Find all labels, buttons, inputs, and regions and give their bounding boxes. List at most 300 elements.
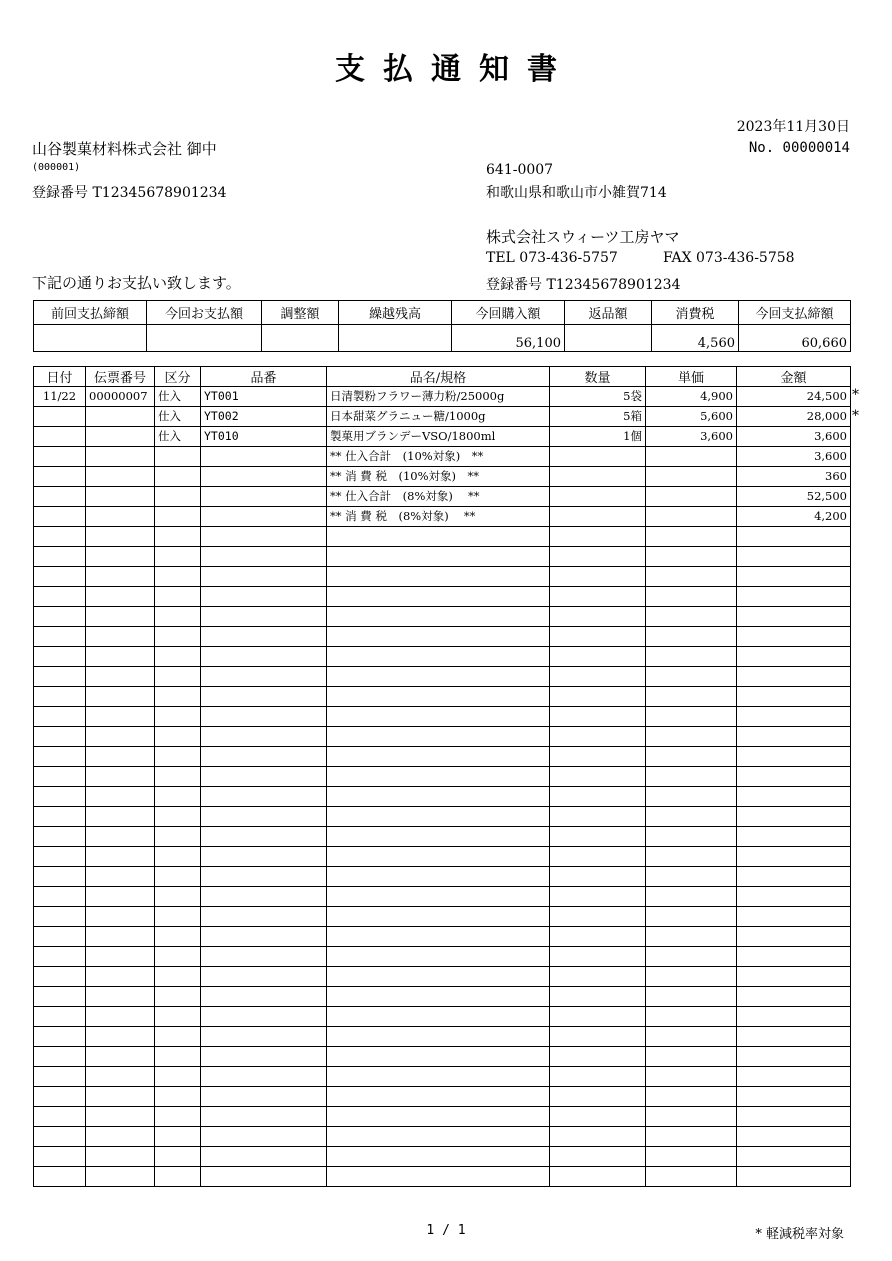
cell-slip xyxy=(86,927,155,947)
table-row-empty xyxy=(34,867,851,887)
cell-slip xyxy=(86,887,155,907)
cell-type xyxy=(155,787,201,807)
cell-code xyxy=(201,947,327,967)
cell-code xyxy=(201,1147,327,1167)
cell-date xyxy=(34,467,86,487)
cell-date xyxy=(34,667,86,687)
cell-price: 5,600 xyxy=(646,407,737,427)
reduced-tax-mark: * xyxy=(852,387,859,403)
cell-amount xyxy=(737,687,851,707)
cell-code xyxy=(201,587,327,607)
cell-price xyxy=(646,867,737,887)
cell-amount xyxy=(737,1067,851,1087)
cell-qty xyxy=(550,1107,646,1127)
summary-header: 消費税 xyxy=(652,301,739,325)
table-row-empty xyxy=(34,527,851,547)
cell-date: 11/22 xyxy=(34,387,86,407)
cell-date xyxy=(34,847,86,867)
cell-amount: 3,600 xyxy=(737,447,851,467)
cell-slip xyxy=(86,647,155,667)
cell-name xyxy=(327,587,550,607)
cell-price xyxy=(646,1027,737,1047)
cell-name xyxy=(327,1007,550,1027)
sender-address: 和歌山県和歌山市小雑賀714 xyxy=(486,185,667,201)
cell-slip xyxy=(86,1167,155,1187)
detail-header-row xyxy=(34,367,851,387)
cell-slip xyxy=(86,807,155,827)
cell-qty xyxy=(550,727,646,747)
cell-price xyxy=(646,1107,737,1127)
cell-date xyxy=(34,427,86,447)
cell-name xyxy=(327,1047,550,1067)
detail-table xyxy=(33,366,851,1187)
cell-type xyxy=(155,827,201,847)
recipient-code: (000001) xyxy=(32,162,81,173)
cell-type xyxy=(155,527,201,547)
cell-qty xyxy=(550,867,646,887)
cell-price xyxy=(646,767,737,787)
summary-value: 4,560 xyxy=(652,325,739,352)
cell-type xyxy=(155,987,201,1007)
cell-name xyxy=(327,1147,550,1167)
cell-code: YT010 xyxy=(201,427,327,447)
cell-slip xyxy=(86,767,155,787)
summary-header: 前回支払締額 xyxy=(34,301,147,325)
cell-slip xyxy=(86,967,155,987)
cell-name xyxy=(327,667,550,687)
summary-header: 調整額 xyxy=(262,301,339,325)
cell-qty xyxy=(550,787,646,807)
cell-code xyxy=(201,667,327,687)
table-row-empty xyxy=(34,947,851,967)
cell-qty xyxy=(550,647,646,667)
cell-date xyxy=(34,927,86,947)
cell-name xyxy=(327,707,550,727)
detail-header: 区分 xyxy=(155,367,201,387)
cell-date xyxy=(34,627,86,647)
table-row-empty xyxy=(34,1167,851,1187)
cell-type xyxy=(155,487,201,507)
cell-slip xyxy=(86,587,155,607)
cell-slip xyxy=(86,527,155,547)
cell-name: 製菓用ブランデーVSO/1800ml xyxy=(327,427,550,447)
cell-type xyxy=(155,967,201,987)
cell-amount xyxy=(737,1167,851,1187)
cell-price xyxy=(646,1127,737,1147)
cell-amount xyxy=(737,1107,851,1127)
cell-price xyxy=(646,847,737,867)
cell-code xyxy=(201,547,327,567)
cell-name xyxy=(327,627,550,647)
cell-type xyxy=(155,907,201,927)
cell-date xyxy=(34,807,86,827)
summary-value xyxy=(339,325,452,352)
cell-date xyxy=(34,527,86,547)
cell-name: ** 仕入合計 (8%対象) ** xyxy=(327,487,550,507)
cell-amount xyxy=(737,1027,851,1047)
cell-type xyxy=(155,507,201,527)
cell-price xyxy=(646,747,737,767)
table-row-empty xyxy=(34,747,851,767)
summary-header: 今回購入額 xyxy=(452,301,565,325)
cell-code xyxy=(201,727,327,747)
cell-slip xyxy=(86,1087,155,1107)
cell-price xyxy=(646,807,737,827)
summary-value: 56,100 xyxy=(452,325,565,352)
cell-slip xyxy=(86,727,155,747)
cell-date xyxy=(34,547,86,567)
cell-qty xyxy=(550,767,646,787)
cell-name xyxy=(327,567,550,587)
sender-postal: 641-0007 xyxy=(486,162,554,178)
cell-price xyxy=(646,1047,737,1067)
cell-type xyxy=(155,867,201,887)
cell-type xyxy=(155,667,201,687)
cell-name xyxy=(327,727,550,747)
cell-qty xyxy=(550,947,646,967)
cell-qty: 5箱 xyxy=(550,407,646,427)
reduced-tax-mark: * xyxy=(852,407,859,424)
cell-slip xyxy=(86,787,155,807)
recipient-registration: 登録番号 T12345678901234 xyxy=(32,185,227,201)
cell-price xyxy=(646,967,737,987)
cell-name xyxy=(327,687,550,707)
summary-header-row xyxy=(34,301,851,325)
cell-name xyxy=(327,767,550,787)
cell-qty xyxy=(550,747,646,767)
cell-code xyxy=(201,1047,327,1067)
cell-slip xyxy=(86,907,155,927)
cell-type xyxy=(155,567,201,587)
page-indicator: 1 / 1 xyxy=(426,1223,466,1238)
cell-qty xyxy=(550,807,646,827)
cell-date xyxy=(34,1127,86,1147)
cell-type xyxy=(155,747,201,767)
cell-name xyxy=(327,927,550,947)
cell-code: YT002 xyxy=(201,407,327,427)
cell-slip xyxy=(86,847,155,867)
cell-qty xyxy=(550,587,646,607)
table-row-empty xyxy=(34,1027,851,1047)
table-row-empty xyxy=(34,1147,851,1167)
payment-message: 下記の通りお支払い致します。 xyxy=(32,274,241,292)
cell-amount xyxy=(737,567,851,587)
cell-slip xyxy=(86,427,155,447)
cell-name: 日清製粉フラワー薄力粉/25000g xyxy=(327,387,550,407)
table-row-empty xyxy=(34,847,851,867)
cell-price xyxy=(646,827,737,847)
cell-date xyxy=(34,787,86,807)
cell-code xyxy=(201,447,327,467)
cell-price xyxy=(646,487,737,507)
summary-header: 今回お支払額 xyxy=(147,301,262,325)
cell-code xyxy=(201,1167,327,1187)
cell-amount xyxy=(737,547,851,567)
cell-slip: 00000007 xyxy=(86,387,155,407)
cell-type xyxy=(155,947,201,967)
cell-date xyxy=(34,1167,86,1187)
cell-code xyxy=(201,927,327,947)
cell-code xyxy=(201,567,327,587)
cell-date xyxy=(34,1087,86,1107)
cell-qty xyxy=(550,1127,646,1147)
cell-code xyxy=(201,827,327,847)
cell-amount xyxy=(737,1007,851,1027)
cell-amount xyxy=(737,787,851,807)
cell-amount xyxy=(737,927,851,947)
cell-amount xyxy=(737,727,851,747)
cell-date xyxy=(34,1147,86,1167)
cell-amount: 3,600 xyxy=(737,427,851,447)
cell-name xyxy=(327,967,550,987)
cell-code xyxy=(201,907,327,927)
cell-type xyxy=(155,767,201,787)
cell-slip xyxy=(86,1027,155,1047)
table-row xyxy=(34,487,851,507)
cell-code xyxy=(201,807,327,827)
cell-slip xyxy=(86,1067,155,1087)
table-row-empty xyxy=(34,587,851,607)
cell-slip xyxy=(86,487,155,507)
cell-name: ** 消 費 税 (8%対象) ** xyxy=(327,507,550,527)
table-row-empty xyxy=(34,1047,851,1067)
cell-price xyxy=(646,1167,737,1187)
cell-code xyxy=(201,647,327,667)
cell-date xyxy=(34,567,86,587)
cell-amount xyxy=(737,967,851,987)
cell-price xyxy=(646,727,737,747)
table-row-empty xyxy=(34,1107,851,1127)
cell-amount xyxy=(737,667,851,687)
cell-type xyxy=(155,1147,201,1167)
cell-name xyxy=(327,547,550,567)
sender-registration: 登録番号 T12345678901234 xyxy=(486,277,681,293)
table-row-empty xyxy=(34,767,851,787)
cell-name xyxy=(327,787,550,807)
cell-slip xyxy=(86,447,155,467)
cell-date xyxy=(34,887,86,907)
cell-qty xyxy=(550,707,646,727)
cell-type xyxy=(155,687,201,707)
cell-qty xyxy=(550,607,646,627)
cell-name xyxy=(327,1167,550,1187)
cell-date xyxy=(34,1007,86,1027)
table-row xyxy=(34,387,851,407)
cell-amount xyxy=(737,647,851,667)
cell-amount: 24,500 xyxy=(737,387,851,407)
cell-qty xyxy=(550,1067,646,1087)
cell-price: 4,900 xyxy=(646,387,737,407)
cell-date xyxy=(34,947,86,967)
cell-date xyxy=(34,1027,86,1047)
cell-amount xyxy=(737,767,851,787)
cell-date xyxy=(34,447,86,467)
cell-price xyxy=(646,1087,737,1107)
table-row xyxy=(34,507,851,527)
cell-slip xyxy=(86,467,155,487)
cell-code xyxy=(201,1027,327,1047)
table-row xyxy=(34,427,851,447)
table-row xyxy=(34,407,851,427)
cell-date xyxy=(34,507,86,527)
cell-slip xyxy=(86,567,155,587)
cell-price xyxy=(646,607,737,627)
cell-qty xyxy=(550,567,646,587)
cell-code xyxy=(201,707,327,727)
cell-qty xyxy=(550,827,646,847)
cell-amount xyxy=(737,607,851,627)
cell-price xyxy=(646,647,737,667)
table-row-empty xyxy=(34,647,851,667)
cell-date xyxy=(34,1047,86,1067)
cell-amount xyxy=(737,1127,851,1147)
table-row-empty xyxy=(34,887,851,907)
cell-date xyxy=(34,687,86,707)
cell-slip xyxy=(86,867,155,887)
detail-header: 品番 xyxy=(201,367,327,387)
cell-qty xyxy=(550,667,646,687)
cell-type xyxy=(155,1127,201,1147)
table-row-empty xyxy=(34,927,851,947)
table-row-empty xyxy=(34,787,851,807)
table-row-empty xyxy=(34,807,851,827)
cell-type xyxy=(155,607,201,627)
cell-name: ** 消 費 税 (10%対象) ** xyxy=(327,467,550,487)
cell-date xyxy=(34,747,86,767)
cell-code xyxy=(201,867,327,887)
summary-value xyxy=(34,325,147,352)
cell-code xyxy=(201,687,327,707)
cell-date xyxy=(34,487,86,507)
cell-price xyxy=(646,687,737,707)
cell-type xyxy=(155,1107,201,1127)
table-row-empty xyxy=(34,907,851,927)
cell-price xyxy=(646,627,737,647)
cell-code xyxy=(201,1087,327,1107)
table-row-empty xyxy=(34,827,851,847)
summary-value xyxy=(147,325,262,352)
cell-code xyxy=(201,887,327,907)
cell-slip xyxy=(86,947,155,967)
cell-type xyxy=(155,1047,201,1067)
cell-type xyxy=(155,1167,201,1187)
cell-code xyxy=(201,527,327,547)
cell-amount xyxy=(737,987,851,1007)
cell-qty xyxy=(550,1007,646,1027)
cell-type xyxy=(155,1087,201,1107)
cell-qty xyxy=(550,447,646,467)
cell-slip xyxy=(86,747,155,767)
cell-name xyxy=(327,1107,550,1127)
cell-name xyxy=(327,807,550,827)
cell-slip xyxy=(86,1047,155,1067)
cell-price xyxy=(646,1067,737,1087)
cell-name xyxy=(327,947,550,967)
cell-code xyxy=(201,987,327,1007)
cell-code xyxy=(201,1127,327,1147)
cell-amount xyxy=(737,907,851,927)
cell-slip xyxy=(86,987,155,1007)
cell-type xyxy=(155,467,201,487)
cell-name xyxy=(327,647,550,667)
cell-code xyxy=(201,787,327,807)
cell-code xyxy=(201,1007,327,1027)
cell-type xyxy=(155,707,201,727)
cell-amount xyxy=(737,707,851,727)
cell-type xyxy=(155,727,201,747)
cell-price xyxy=(646,1147,737,1167)
cell-slip xyxy=(86,407,155,427)
cell-price xyxy=(646,667,737,687)
cell-name xyxy=(327,987,550,1007)
cell-slip xyxy=(86,607,155,627)
cell-amount xyxy=(737,827,851,847)
summary-value xyxy=(262,325,339,352)
table-row xyxy=(34,467,851,487)
cell-type xyxy=(155,627,201,647)
cell-name xyxy=(327,907,550,927)
cell-slip xyxy=(86,707,155,727)
cell-amount xyxy=(737,627,851,647)
summary-value-row xyxy=(34,325,851,352)
document-number: No. 00000014 xyxy=(748,140,850,156)
cell-amount: 28,000 xyxy=(737,407,851,427)
cell-code xyxy=(201,507,327,527)
cell-date xyxy=(34,607,86,627)
cell-slip xyxy=(86,687,155,707)
cell-name xyxy=(327,1087,550,1107)
cell-code: YT001 xyxy=(201,387,327,407)
detail-header: 日付 xyxy=(34,367,86,387)
cell-slip xyxy=(86,1107,155,1127)
cell-name xyxy=(327,747,550,767)
cell-qty xyxy=(550,1027,646,1047)
cell-price xyxy=(646,587,737,607)
cell-qty xyxy=(550,987,646,1007)
cell-price xyxy=(646,547,737,567)
cell-name xyxy=(327,887,550,907)
cell-name: 日本甜菜グラニュー糖/1000g xyxy=(327,407,550,427)
table-row-empty xyxy=(34,987,851,1007)
cell-amount xyxy=(737,587,851,607)
table-row-empty xyxy=(34,627,851,647)
summary-table xyxy=(33,300,851,352)
table-row-empty xyxy=(34,967,851,987)
cell-qty: 5袋 xyxy=(550,387,646,407)
cell-amount xyxy=(737,1087,851,1107)
sender-company: 株式会社スウィーツ工房ヤマ xyxy=(486,228,680,246)
cell-code xyxy=(201,767,327,787)
detail-header: 伝票番号 xyxy=(86,367,155,387)
recipient-name: 山谷製菓材料株式会社 御中 xyxy=(32,140,217,158)
cell-qty xyxy=(550,907,646,927)
detail-header: 単価 xyxy=(646,367,737,387)
cell-amount xyxy=(737,747,851,767)
cell-slip xyxy=(86,827,155,847)
cell-price xyxy=(646,507,737,527)
cell-price xyxy=(646,467,737,487)
cell-qty xyxy=(550,887,646,907)
cell-type xyxy=(155,927,201,947)
cell-amount xyxy=(737,867,851,887)
cell-code xyxy=(201,747,327,767)
cell-amount xyxy=(737,947,851,967)
detail-body xyxy=(34,387,851,1187)
cell-name xyxy=(327,827,550,847)
cell-code xyxy=(201,467,327,487)
cell-type xyxy=(155,887,201,907)
detail-header: 数量 xyxy=(550,367,646,387)
